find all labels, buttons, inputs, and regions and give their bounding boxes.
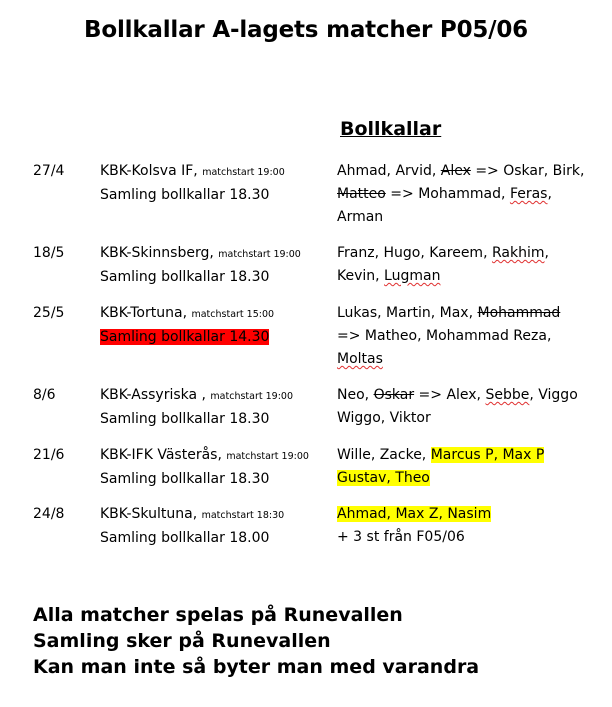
name-segment: Mohammad xyxy=(477,305,561,321)
footer-line: Alla matcher spelas på Runevallen xyxy=(33,604,403,626)
match-date: 21/6 xyxy=(33,447,65,463)
name-segment: , Arman xyxy=(337,186,552,225)
match-date: 27/4 xyxy=(33,163,65,179)
meet-time: Samling bollkallar 14.30 xyxy=(100,329,270,345)
name-segment: Sebbe xyxy=(485,387,530,403)
name-segment: Ahmad, Arvid, xyxy=(337,163,441,179)
ballkid-names xyxy=(337,160,587,229)
footer-notes xyxy=(33,602,479,680)
name-segment: Franz, Hugo, Kareem, xyxy=(337,245,492,261)
footer-line: Kan man inte så byter man med varandra xyxy=(33,656,480,678)
name-segment: Lugman xyxy=(384,268,441,284)
name-segment: Oskar xyxy=(373,387,415,403)
name-segment: Wille, Zacke, xyxy=(337,447,431,463)
match-teams: KBK-IFK Västerås, xyxy=(100,447,227,463)
match-start: matchstart 19:00 xyxy=(218,249,301,260)
name-segment: Rakhim xyxy=(491,245,545,261)
name-segment: Moltas xyxy=(337,351,383,367)
meet-time: Samling bollkallar 18.30 xyxy=(100,411,270,427)
name-segment: Lukas, Martin, Max, xyxy=(337,305,478,321)
match-teams: KBK-Skultuna, xyxy=(100,506,202,522)
match-info xyxy=(100,160,335,207)
name-segment: Ahmad, Max Z, Nasim xyxy=(337,506,492,522)
ballkid-names xyxy=(337,444,587,490)
name-segment: Matteo xyxy=(337,186,386,202)
match-date: 25/5 xyxy=(33,305,65,321)
match-start: matchstart 19:00 xyxy=(226,451,309,462)
name-segment: Neo, xyxy=(337,387,374,403)
ballkid-names xyxy=(337,302,587,371)
ballkid-names xyxy=(337,503,587,549)
match-info xyxy=(100,384,335,431)
match-info xyxy=(100,503,335,550)
meet-time: Samling bollkallar 18.00 xyxy=(100,530,270,546)
name-segment: => Oskar, Birk, xyxy=(470,163,585,179)
match-teams: KBK-Assyriska , xyxy=(100,387,211,403)
match-start: matchstart 19:00 xyxy=(210,391,293,402)
match-start: matchstart 19:00 xyxy=(202,167,285,178)
match-info xyxy=(100,444,335,491)
page-title: Bollkallar A-lagets matcher P05/06 xyxy=(84,17,528,43)
name-segment: , Viggo Wiggo, Viktor xyxy=(337,387,578,426)
name-segment: => Mohammad, xyxy=(385,186,510,202)
match-teams: KBK-Kolsva IF, xyxy=(100,163,203,179)
match-info xyxy=(100,302,335,349)
name-segment: Marcus P, Max P Gustav, Theo xyxy=(337,447,545,486)
meet-time: Samling bollkallar 18.30 xyxy=(100,471,270,487)
match-start: matchstart 18:30 xyxy=(201,510,285,521)
name-segment: Feras xyxy=(509,186,548,202)
match-info xyxy=(100,242,335,289)
ballkid-names xyxy=(337,384,587,430)
name-segment: => Matheo, Mohammad Reza, xyxy=(337,328,552,344)
footer-line: Samling sker på Runevallen xyxy=(33,630,331,652)
meet-time: Samling bollkallar 18.30 xyxy=(100,269,270,285)
match-date: 8/6 xyxy=(33,387,56,403)
match-teams: KBK-Skinnsberg, xyxy=(100,245,219,261)
name-segment: , Kevin, xyxy=(337,245,549,284)
match-start: matchstart 15:00 xyxy=(191,309,275,320)
name-segment: + 3 st från F05/06 xyxy=(337,529,465,545)
match-date: 18/5 xyxy=(33,245,65,261)
ballkid-names xyxy=(337,242,587,288)
meet-time: Samling bollkallar 18.30 xyxy=(100,187,270,203)
match-date: 24/8 xyxy=(33,506,65,522)
column-heading-bollkallar: Bollkallar xyxy=(340,118,442,140)
name-segment: => Alex, xyxy=(414,387,486,403)
match-teams: KBK-Tortuna, xyxy=(100,305,192,321)
name-segment: Alex xyxy=(440,163,471,179)
